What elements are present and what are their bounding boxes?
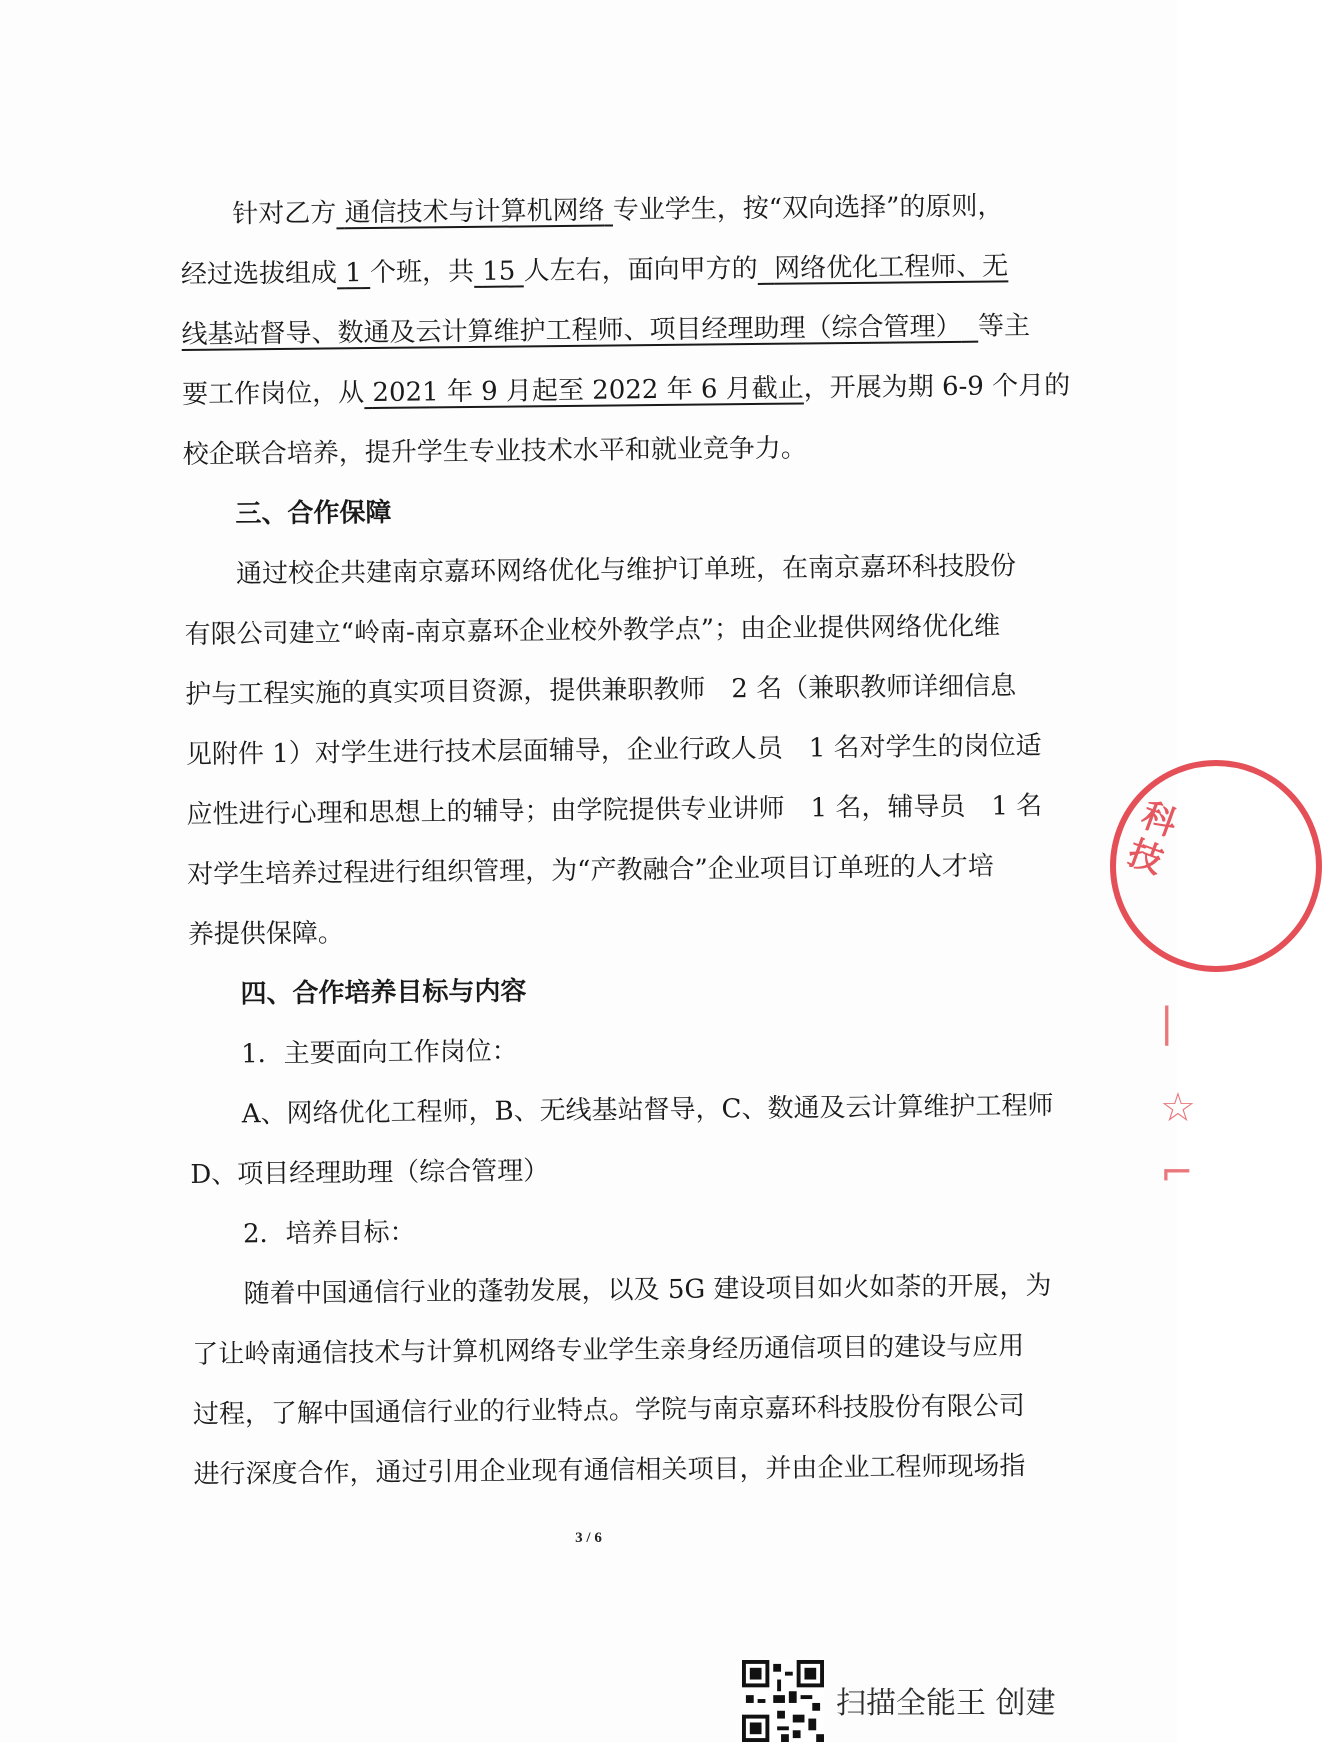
posts-line-1: A、网络优化工程师，B、无线基站督导，C、数通及云计算维护工程师 bbox=[241, 1090, 1054, 1130]
seal-star-icon: ☆ bbox=[1160, 1085, 1196, 1131]
seal-mark-2: ⌐ bbox=[1160, 1150, 1194, 1196]
posts-field-b bbox=[181, 312, 978, 350]
major-field bbox=[336, 195, 613, 228]
page-number: 3 / 6 bbox=[575, 1530, 602, 1546]
period-field bbox=[364, 373, 804, 408]
class-count-value: 1 bbox=[345, 258, 362, 289]
paragraph-2-line-3: 护与工程实施的真实项目资源，提供兼职教师 2 名（兼职教师详细信息 bbox=[185, 671, 1017, 710]
paragraph-2-line-7: 养提供保障。 bbox=[187, 918, 345, 950]
text-segment: 经过选拔组成 bbox=[180, 258, 338, 290]
paragraph-3-line-2: 了让岭南通信技术与计算机网络专业学生亲身经历通信项目的建设与应用 bbox=[192, 1331, 1025, 1370]
scanner-watermark-label: 扫描全能王 创建 bbox=[836, 1686, 1056, 1721]
paragraph-2-line-2: 有限公司建立“岭南-南京嘉环企业校外教学点”；由企业提供网络优化维 bbox=[184, 611, 1001, 650]
paragraph-2-line-1: 通过校企共建南京嘉环网络优化与维护订单班，在南京嘉环科技股份 bbox=[235, 551, 1017, 590]
student-count-value: 15 bbox=[482, 256, 516, 287]
period-value: 2021 年 9 月起至 2022 年 6 月截止 bbox=[372, 373, 804, 408]
student-count-field bbox=[474, 256, 524, 287]
section-heading-4: 四、合作培养目标与内容 bbox=[240, 976, 527, 1010]
paragraph-3-line-4: 进行深度合作，通过引用企业现有通信相关项目，并由企业工程师现场指 bbox=[193, 1451, 1026, 1490]
paragraph-1-line-4 bbox=[182, 356, 1071, 425]
paragraph-1-line-2 bbox=[181, 236, 1052, 305]
text-segment: 等主 bbox=[977, 311, 1031, 342]
paragraph-1-line-1 bbox=[180, 176, 1051, 245]
seal-mark-1: | bbox=[1160, 1000, 1174, 1046]
paragraph-2-line-5: 应性进行心理和思想上的辅导；由学院提供专业讲师 1 名，辅导员 1 名 bbox=[186, 791, 1043, 830]
document-body bbox=[180, 176, 1071, 1505]
paragraph-3-line-3: 过程，了解中国通信行业的行业特点。学院与南京嘉环科技股份有限公司 bbox=[192, 1391, 1026, 1430]
paragraph-2-line-6: 对学生培养过程进行组织管理，为“产教融合”企业项目订单班的人才培 bbox=[187, 851, 994, 890]
list-item-2: 2．培养目标： bbox=[242, 1217, 416, 1250]
text-segment: 个班，共 bbox=[369, 256, 475, 289]
paragraph-3-line-1: 随着中国通信行业的蓬勃发展，以及 5G 建设项目如火如荼的开展，为 bbox=[243, 1270, 1052, 1310]
class-count-field bbox=[337, 258, 370, 288]
section-heading-3: 三、合作保障 bbox=[235, 497, 392, 530]
paragraph-1-line-3 bbox=[181, 296, 1052, 365]
posts-field-a bbox=[758, 251, 1009, 284]
paragraph-2-line-4: 见附件 1）对学生进行技术层面辅导，企业行政人员 1 名对学生的岗位适 bbox=[185, 731, 1042, 770]
text-segment: 专业学生，按“双向选择”的原则， bbox=[612, 191, 1004, 226]
seal-text-top: 科技 bbox=[1122, 795, 1182, 883]
paragraph-1-line-5: 校企联合培养，提升学生专业技术水平和就业竞争力。 bbox=[182, 433, 807, 470]
posts-line-2: D、项目经理助理（综合管理） bbox=[190, 1156, 550, 1190]
list-item-1: 1．主要面向工作岗位： bbox=[240, 1036, 518, 1070]
qr-code-icon bbox=[742, 1660, 824, 1742]
text-segment: 人左右，面向甲方的 bbox=[523, 253, 758, 287]
posts-value-a: 网络优化工程师、无 bbox=[774, 251, 1009, 284]
text-segment: 针对乙方 bbox=[232, 198, 337, 230]
posts-value-b: 线基站督导、数通及云计算维护工程师、项目经理助理（综合管理） bbox=[181, 311, 962, 350]
text-segment: 要工作岗位，从 bbox=[182, 378, 365, 410]
major-value: 通信技术与计算机网络 bbox=[344, 195, 605, 229]
text-segment: ，开展为期 6-9 个月的 bbox=[803, 370, 1071, 404]
